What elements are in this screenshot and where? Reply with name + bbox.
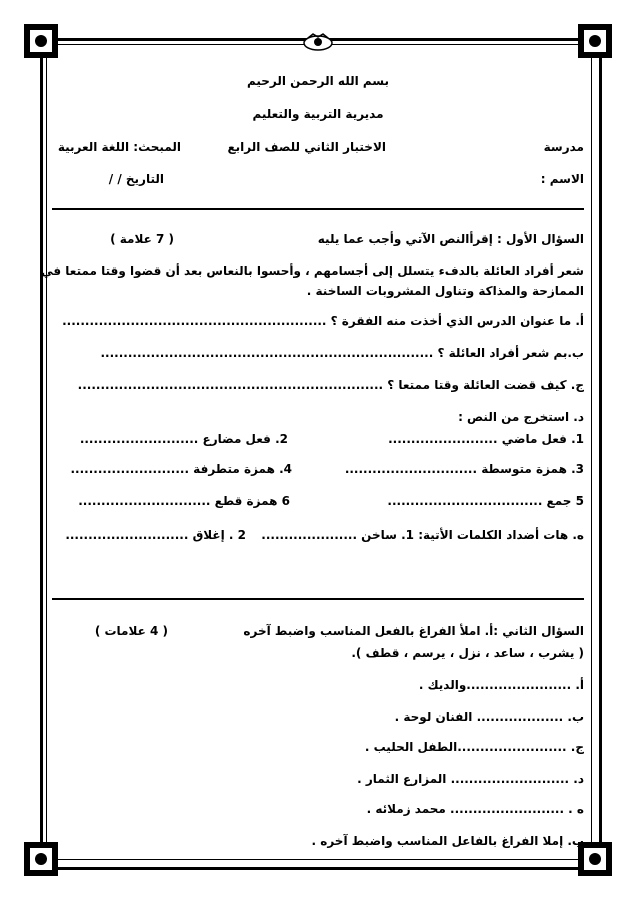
corner-ornament-icon	[24, 24, 58, 58]
crown-ornament-icon	[300, 30, 336, 52]
q2-title: السؤال الثاني :أ. املأ الفراغ بالفعل المناسب واضبط آخره	[243, 624, 584, 638]
exam-title: الاختبار الثاني للصف الرابع	[227, 140, 386, 154]
name-label: الاسم :	[540, 172, 584, 186]
date-label: التاريخ / /	[108, 172, 164, 186]
q1-a: أ. ما عنوان الدرس الذي أخذت منه الفقرة ؟ ..........................................................	[62, 314, 584, 328]
q2-marks: ( 4 علامات )	[94, 624, 168, 638]
q1-d3: 3. همزة متوسطة .............................	[344, 462, 584, 476]
subject-label: المبحث: اللغة العربية	[57, 140, 181, 154]
q1-e: ه. هات أضداد الكلمات الأتية: 1. ساخن .....................	[261, 528, 584, 542]
basmala: بسم الله الرحمن الرحيم	[246, 74, 390, 88]
q2-item-4: د. .......................... المزارع الثمار .	[357, 772, 584, 786]
q2-item-5: ه . ......................... محمد زملائه .	[366, 802, 584, 816]
q1-b: ب.بم شعر أفراد العائلة ؟ .........................................................................	[100, 346, 584, 360]
q1-d2: 2. فعل مضارع ..........................	[79, 432, 288, 446]
directorate: مديرية التربية والتعليم	[252, 107, 384, 121]
q2-item-1: أ. .......................والديك .	[418, 678, 584, 692]
q1-d1: 1. فعل ماضي ........................	[388, 432, 584, 446]
q1-d: د. استخرج من النص :	[458, 410, 584, 424]
q2-word-bank: ( يشرب ، ساعد ، نزل ، يرسم ، قطف ).	[351, 646, 584, 660]
q2-item-3: ج. ........................الطفل الحليب .	[364, 740, 584, 754]
corner-ornament-icon	[578, 24, 612, 58]
divider	[52, 598, 584, 600]
q1-marks: ( 7 علامة )	[110, 232, 174, 246]
q1-d6: 6 همزة قطع .............................	[78, 494, 290, 508]
q1-d4: 4. همزة متطرفة ..........................	[70, 462, 292, 476]
corner-ornament-icon	[24, 842, 58, 876]
q1-c: ج. كيف قضت العائلة وقتا ممتعا ؟ ...................................................................	[77, 378, 584, 392]
q2-b: ب. إملا الفراغ بالفاعل المناسب واضبط آخره .	[311, 834, 584, 848]
q1-passage-line-1: شعر أفراد العائلة بالدفء يتسلل إلى أجسامهم ، وأحسوا بالنعاس بعد أن قضوا وقتا ممتعا في	[41, 264, 584, 278]
divider	[52, 208, 584, 210]
q1-passage-line-2: الممازحة والمذاكة وتناول المشروبات الساخنة .	[306, 284, 584, 298]
q1-title: السؤال الأول : إقرأالنص الآتي وأجب عما يليه	[317, 232, 584, 246]
q1-d5: 5 جمع ..................................	[387, 494, 584, 508]
page-border-inner	[46, 44, 592, 860]
school-label: مدرسة	[543, 140, 584, 154]
q2-item-2: ب. ................... الفنان لوحة .	[394, 710, 584, 724]
q1-e2: 2 . إغلاق ...........................	[65, 528, 246, 542]
